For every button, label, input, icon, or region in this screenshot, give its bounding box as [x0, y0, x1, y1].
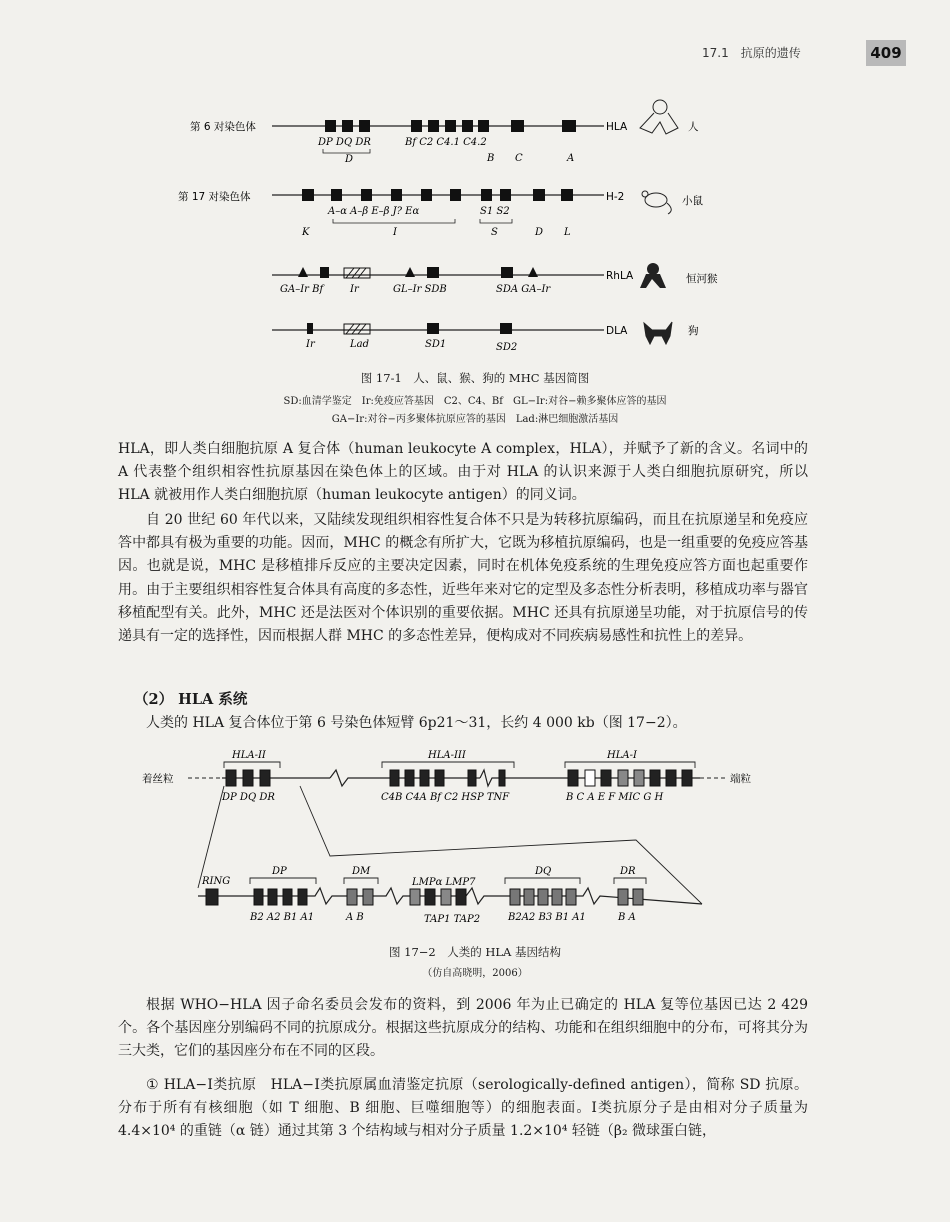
svg-text:DQ: DQ [535, 866, 552, 877]
row2-complex-label: H-2 [606, 191, 625, 203]
fig2-sub-gene-boxes [206, 889, 643, 905]
svg-text:DM: DM [352, 866, 371, 877]
svg-text:狗: 狗 [688, 325, 699, 337]
paragraph-1: HLA，即人类白细胞抗原 A 复合体（human leukocyte A complex，HLA），并赋予了新的含义。名词中的 A 代表整个组织相容性抗原基因在染色体上的区域。由于对 HLA 的认识来源于人类白细胞抗原研究，所以 HLA 就被用作人类白细胞抗原（human leukocyte antigen）的同义词。 [118, 441, 808, 504]
paragraph-2: 自 20 世纪 60 年代以来，又陆续发现组织相容性复合体不只是为转移抗原编码，而且在抗原递呈和免疫应答中都具有极为重要的功能。因而，MHC 的概念有所扩大，它既为移植抗原编码，也是一组重要的免疫应答基因。也就是说，MHC 是移植排斥反应的主要决定因素，同时在机体免疫系统的生理免疫应答方面也起重要作用。由于主要组织相容性复合体具有高度的多态性，近些年来对它的定型及多态性分析表明，移植成功率与器官移植配型有关。此外，MHC 还是法医对个体识别的重要依据。MHC 还具有抗原递呈功能，对于抗原信号的传递具有一定的选择性，因而根据人群 MHC 的多态性差异，便构成对不同疾病易感性和抗性上的差异。 [118, 512, 808, 645]
svg-text:Lad: Lad [350, 339, 370, 350]
svg-text:TAP1 TAP2: TAP1 TAP2 [424, 914, 481, 925]
svg-text:S: S [491, 227, 498, 238]
mouse-icon [642, 191, 671, 214]
svg-text:Ir: Ir [306, 339, 315, 350]
svg-text:恒河猴: 恒河猴 [686, 273, 718, 285]
page-number: 409 [866, 40, 906, 66]
telomere-label: 端粒 [730, 773, 751, 785]
svg-text:B2 A2 B1 A1: B2 A2 B1 A1 [250, 912, 315, 923]
figure-17-2 [0, 738, 950, 938]
row1-complex-label: HLA [606, 121, 628, 133]
figure-17-1-note-2: GA−Ir:对谷−丙多聚体抗原应答的基因 Lad:淋巴细胞激活基因 [331, 414, 619, 425]
row4-complex-label: DLA [606, 325, 628, 337]
svg-text:B2A2 B3 B1 A1: B2A2 B3 B1 A1 [508, 912, 586, 923]
svg-text:C4B C4A Bf C2 HSP TNF: C4B C4A Bf C2 HSP TNF [381, 792, 510, 803]
svg-text:HLA-I: HLA-I [607, 750, 637, 761]
row3-gene-marks [298, 267, 538, 278]
figure-17-1 [0, 84, 950, 376]
svg-text:A–α A–β E–β J? Eα: A–α A–β E–β J? Eα [328, 206, 420, 217]
svg-text:B: B [487, 153, 495, 164]
svg-text:DP: DP [272, 866, 287, 877]
svg-text:DP DQ DR: DP DQ DR [318, 137, 371, 148]
svg-text:GL–Ir SDB: GL–Ir SDB [393, 284, 447, 295]
centromere-label: 着丝粒 [142, 773, 174, 785]
svg-text:DP DQ DR: DP DQ DR [222, 792, 275, 803]
svg-text:K: K [302, 227, 310, 238]
svg-text:D: D [345, 154, 354, 165]
row4-gene-marks [307, 323, 512, 334]
svg-text:HLA-II: HLA-II [232, 750, 266, 761]
svg-text:D: D [535, 227, 544, 238]
svg-text:DR: DR [620, 866, 636, 877]
human-icon [640, 100, 678, 134]
svg-text:人: 人 [688, 121, 699, 133]
svg-text:I: I [393, 227, 397, 238]
figure-17-2-caption: 图 17−2 人类的 HLA 基因结构 [388, 945, 562, 959]
svg-text:SD2: SD2 [496, 342, 518, 353]
svg-text:A B: A B [346, 912, 364, 923]
svg-text:RING: RING [202, 876, 231, 887]
monkey-icon [640, 263, 666, 288]
running-header: 17.1 抗原的遗传 [702, 46, 801, 60]
section-heading: （2） HLA 系统 [134, 691, 248, 708]
figure-17-1-caption: 图 17-1 人、鼠、猴、狗的 MHC 基因简图 [360, 371, 590, 385]
svg-text:A: A [567, 153, 575, 164]
svg-text:S1 S2: S1 S2 [480, 206, 510, 217]
svg-text:SDA GA–Ir: SDA GA–Ir [496, 284, 551, 295]
svg-text:Bf C2 C4.1 C4.2: Bf C2 C4.1 C4.2 [405, 137, 487, 148]
paragraph-3: 人类的 HLA 复合体位于第 6 号染色体短臂 6p21～31，长约 4 000 kb（图 17−2）。 [146, 715, 687, 731]
svg-text:C: C [515, 153, 523, 164]
svg-text:GA–Ir Bf: GA–Ir Bf [280, 284, 324, 295]
dog-icon [644, 322, 672, 344]
svg-text:LMPα LMP7: LMPα LMP7 [412, 877, 476, 888]
figure-17-2-source: （仿自高晓明，2006） [422, 968, 528, 979]
row1-chromosome-label: 第 6 对染色体 [190, 121, 256, 133]
svg-text:HLA-III: HLA-III [428, 750, 466, 761]
svg-text:小鼠: 小鼠 [682, 195, 703, 207]
paragraph-4: 根据 WHO−HLA 因子命名委员会发布的资料，到 2006 年为止已确定的 HLA 复等位基因已达 2 429 个。各个基因座分别编码不同的抗原成分。根据这些抗原成分的结构、功能和在组织细胞中的分布，可将其分为三大类，它们的基因座分布在不同的区段。 [118, 997, 808, 1060]
svg-text:SD1: SD1 [425, 339, 447, 350]
svg-text:Ir: Ir [350, 284, 359, 295]
svg-text:B C A E F MIC G H: B C A E F MIC G H [566, 792, 664, 803]
paragraph-5: ① HLA−Ⅰ类抗原 HLA−Ⅰ类抗原属血清鉴定抗原（serologically-defined antigen），简称 SD 抗原。分布于所有有核细胞（如 T 细胞、B 细胞、巨噬细胞等）的细胞表面。Ⅰ类抗原分子是由相对分子质量为 4.4×10⁴ 的重链（α 链）通过其第 3 个结构域与相对分子质量 1.2×10⁴ 轻链（β₂ 微球蛋白链， [118, 1077, 808, 1140]
svg-text:L: L [564, 227, 571, 238]
figure-17-1-note-1: SD:血清学鉴定 Ir:免疫应答基因 C2、C4、Bf GL−Ir:对谷−赖多聚体应答的基因 [283, 396, 667, 407]
row3-complex-label: RhLA [606, 270, 634, 282]
svg-text:B A: B A [618, 912, 636, 923]
row2-chromosome-label: 第 17 对染色体 [178, 191, 251, 203]
